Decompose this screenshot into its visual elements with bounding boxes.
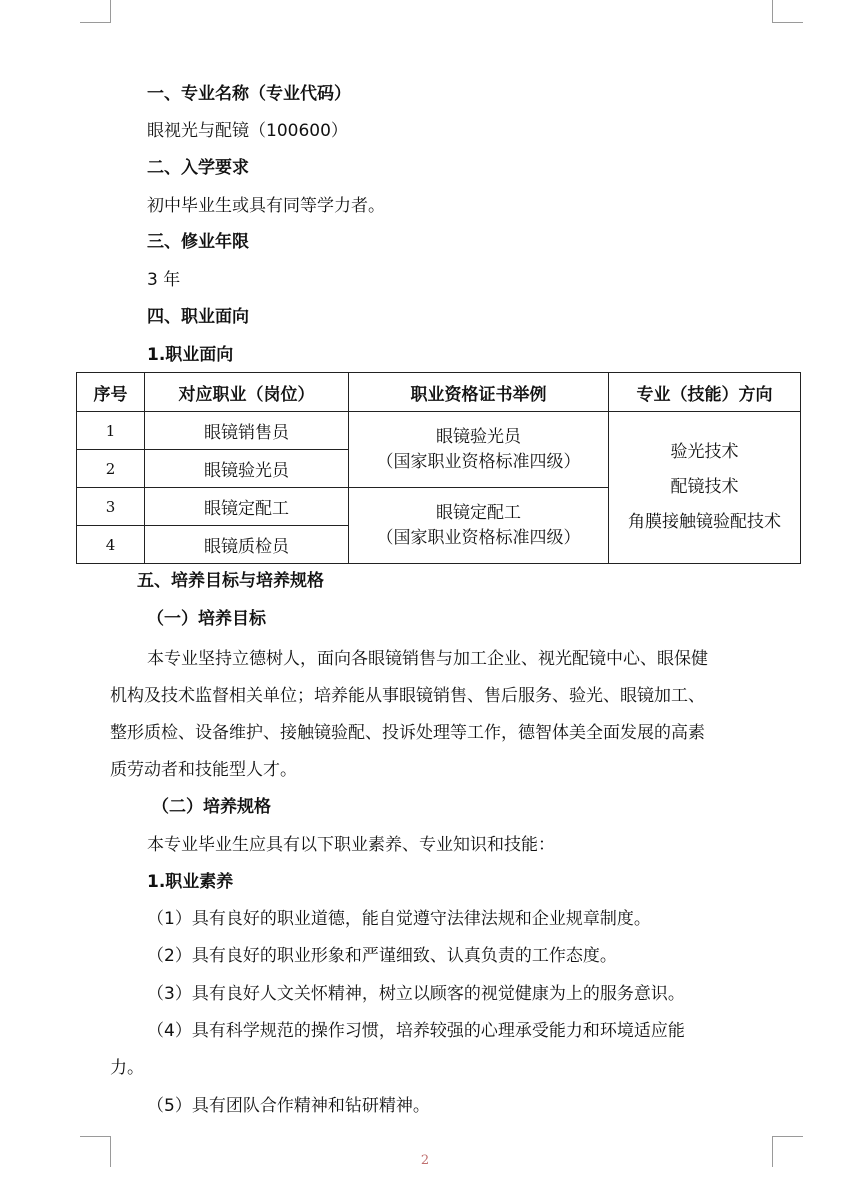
header-job: 对应职业（岗位） bbox=[145, 373, 349, 412]
header-serial: 序号 bbox=[77, 373, 145, 412]
career-table bbox=[76, 372, 801, 564]
row-job: 眼镜销售员 bbox=[145, 412, 349, 450]
direction-item: 验光技术 bbox=[670, 442, 739, 462]
list-item: （1）具有良好的职业道德，能自觉遵守法律法规和企业规章制度。 bbox=[147, 909, 651, 929]
section-heading-duration: 三、修业年限 bbox=[147, 232, 249, 252]
crop-mark-top-right bbox=[772, 0, 803, 23]
header-certificate: 职业资格证书举例 bbox=[349, 373, 609, 412]
page-number: 2 bbox=[420, 1153, 430, 1168]
subheading-training-goal: （一）培养目标 bbox=[147, 609, 266, 629]
direction-item: 角膜接触镜验配技术 bbox=[628, 512, 781, 532]
section-heading-goals: 五、培养目标与培养规格 bbox=[137, 571, 324, 591]
major-name-value: 眼视光与配镜（100600） bbox=[147, 121, 348, 141]
crop-mark-top-left bbox=[80, 0, 111, 23]
row-job: 眼镜验光员 bbox=[145, 450, 349, 488]
subheading-career: 1.职业面向 bbox=[147, 345, 234, 365]
spec-intro: 本专业毕业生应具有以下职业素养、专业知识和技能： bbox=[147, 835, 555, 855]
table-row bbox=[77, 412, 801, 450]
list-item: （3）具有良好人文关怀精神，树立以顾客的视觉健康为上的服务意识。 bbox=[147, 984, 685, 1004]
paragraph-line: 本专业坚持立德树人，面向各眼镜销售与加工企业、视光配镜中心、眼保健 bbox=[147, 649, 708, 669]
certificate-name: 眼镜定配工 bbox=[436, 502, 521, 523]
header-direction: 专业（技能）方向 bbox=[609, 373, 801, 412]
certificate-cell bbox=[349, 488, 609, 564]
row-number: 1 bbox=[77, 412, 145, 450]
admission-value: 初中毕业生或具有同等学力者。 bbox=[147, 196, 385, 216]
paragraph-line: 整形质检、设备维护、接触镜验配、投诉处理等工作，德智体美全面发展的高素 bbox=[110, 723, 705, 743]
certificate-level: （国家职业资格标准四级） bbox=[376, 451, 581, 472]
subheading-professional-quality: 1.职业素养 bbox=[147, 872, 234, 892]
paragraph-line: 机构及技术监督相关单位；培养能从事眼镜销售、售后服务、验光、眼镜加工、 bbox=[110, 686, 705, 706]
paragraph-line: 质劳动者和技能型人才。 bbox=[110, 760, 297, 780]
certificate-level: （国家职业资格标准四级） bbox=[376, 527, 581, 548]
list-item: （4）具有科学规范的操作习惯，培养较强的心理承受能力和环境适应能 bbox=[147, 1021, 685, 1041]
list-item: （5）具有团队合作精神和钻研精神。 bbox=[147, 1096, 430, 1116]
row-number: 2 bbox=[77, 450, 145, 488]
duration-value: 3 年 bbox=[147, 270, 181, 290]
list-item: （2）具有良好的职业形象和严谨细致、认真负责的工作态度。 bbox=[147, 946, 617, 966]
row-number: 3 bbox=[77, 488, 145, 526]
section-heading-admission: 二、入学要求 bbox=[147, 158, 249, 178]
certificate-name: 眼镜验光员 bbox=[436, 426, 521, 447]
row-number: 4 bbox=[77, 526, 145, 564]
certificate-cell bbox=[349, 412, 609, 488]
subheading-training-spec: （二）培养规格 bbox=[152, 797, 271, 817]
direction-cell bbox=[609, 412, 801, 564]
section-heading-career: 四、职业面向 bbox=[147, 307, 249, 327]
row-job: 眼镜质检员 bbox=[145, 526, 349, 564]
list-item-continuation: 力。 bbox=[110, 1058, 144, 1078]
section-heading-major-name: 一、专业名称（专业代码） bbox=[147, 84, 351, 104]
direction-item: 配镜技术 bbox=[670, 477, 739, 497]
row-job: 眼镜定配工 bbox=[145, 488, 349, 526]
table-header-row bbox=[77, 373, 801, 412]
